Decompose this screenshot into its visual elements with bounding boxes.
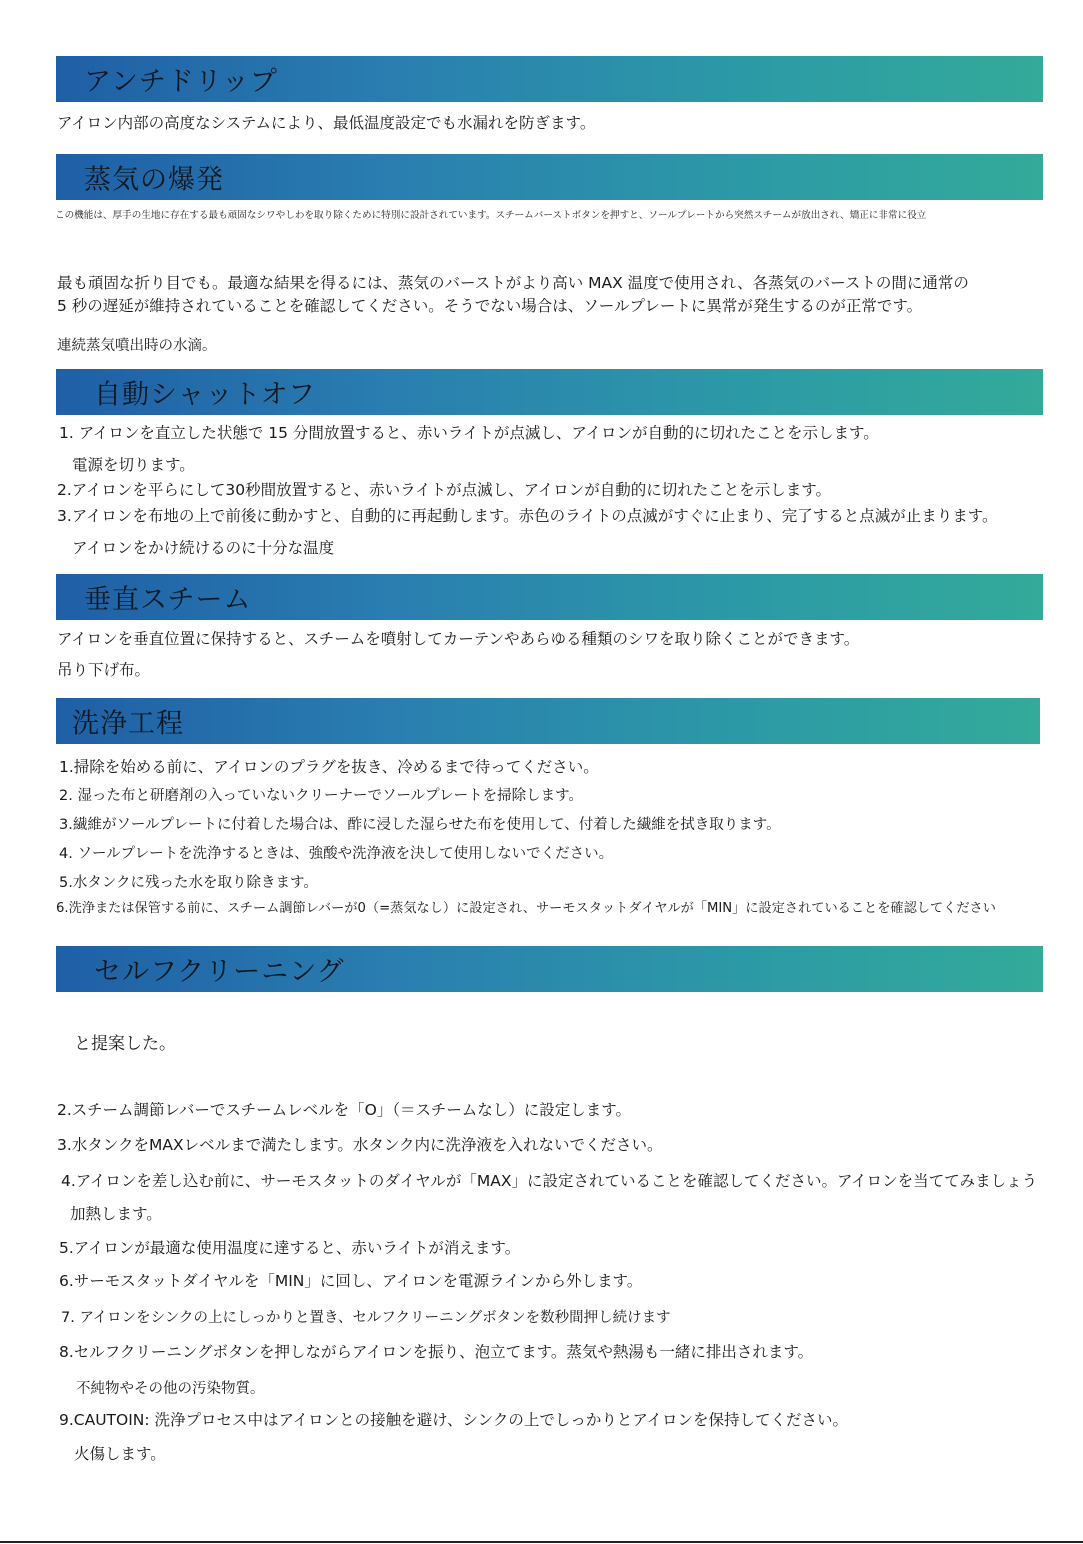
vertical-line-1: アイロンを垂直位置に保持すると、スチームを噴射してカーテンやあらゆる種類のシワを取り除くことができます。: [57, 630, 860, 648]
section-title: 洗浄工程: [72, 708, 184, 740]
section-header-burst: [56, 154, 1043, 200]
selfclean-item-4-cont: 加熱します。: [70, 1205, 162, 1223]
selfclean-item-6: 6.サーモスタットダイヤルを「MIN」に回し、アイロンを電源ラインから外します。: [59, 1272, 643, 1290]
section-title: 垂直スチーム: [84, 584, 252, 616]
cleaning-item: 6.洗浄または保管する前に、スチーム調節レバーが0（=蒸気なし）に設定され、サーモスタットダイヤルが「MIN」に設定されていることを確認してください: [56, 901, 996, 916]
selfclean-item-5: 5.アイロンが最適な使用温度に達すると、赤いライトが消えます。: [59, 1239, 521, 1257]
autooff-item-3: 3.アイロンを布地の上で前後に動かすと、自動的に再起動します。赤色のライトの点滅がすぐに止まり、完了すると点滅が止まります。: [57, 507, 998, 525]
section-title: アンチドリップ: [84, 66, 278, 98]
section-header-cleaning: [56, 698, 1040, 744]
selfclean-item-2: 2.スチーム調節レバーでスチームレベルを「O」（＝スチームなし）に設定します。: [57, 1101, 631, 1119]
burst-para-line1: 最も頑固な折り目でも。最適な結果を得るには、蒸気のバーストがより高い MAX 温度で使用され、各蒸気のバーストの間に通常の: [57, 274, 969, 292]
selfclean-item-8: 8.セルフクリーニングボタンを押しながらアイロンを振り、泡立てます。蒸気や熱湯も一緒に排出されます。: [59, 1343, 814, 1361]
section-header-antidrip: [56, 56, 1043, 102]
bottom-rule: [0, 1541, 1083, 1543]
cleaning-item: 4. ソールプレートを洗浄するときは、強酸や洗浄液を決して使用しないでください。: [59, 846, 614, 862]
vertical-line-2: 吊り下げ布。: [57, 661, 151, 679]
burst-small-text: この機能は、厚手の生地に存在する最も頑固なシワやしわを取り除くために特別に設計されています。スチームバーストボタンを押すと、ソールプレートから突然スチームが放出され、矯正に非常に役立: [55, 210, 927, 221]
section-title: 自動シャットオフ: [94, 379, 316, 411]
burst-note: 連続蒸気噴出時の水滴。: [57, 338, 217, 354]
autooff-item-3-cont: アイロンをかけ続けるのに十分な温度: [72, 539, 335, 557]
selfclean-item-3: 3.水タンクをMAXレベルまで満たします。水タンク内に洗浄液を入れないでください。: [57, 1136, 663, 1154]
autooff-item-2: 2.アイロンを平らにして30秒間放置すると、赤いライトが点滅し、アイロンが自動的に切れたことを示します。: [57, 481, 832, 499]
section-header-selfclean: [56, 946, 1043, 992]
selfclean-intro: と提案した。: [74, 1034, 176, 1054]
selfclean-item-9: 9.CAUTOIN: 洗浄プロセス中はアイロンとの接触を避け、シンクの上でしっかりとアイロンを保持してください。: [59, 1411, 848, 1429]
selfclean-item-9-cont: 火傷します。: [74, 1445, 166, 1463]
section-title: セルフクリーニング: [94, 956, 345, 988]
burst-para-line2: 5 秒の遅延が維持されていることを確認してください。そうでない場合は、ソールプレートに異常が発生するのが正常です。: [57, 297, 923, 315]
cleaning-item: 1.掃除を始める前に、アイロンのプラグを抜き、冷めるまで待ってください。: [59, 758, 599, 776]
autooff-item-1: 1. アイロンを直立した状態で 15 分間放置すると、赤いライトが点滅し、アイロンが自動的に切れたことを示します。: [59, 424, 879, 442]
selfclean-item-7: 7. アイロンをシンクの上にしっかりと置き、セルフクリーニングボタンを数秒間押し続けます: [61, 1310, 671, 1326]
cleaning-item: 5.水タンクに残った水を取り除きます。: [59, 875, 318, 891]
antidrip-text: アイロン内部の高度なシステムにより、最低温度設定でも水漏れを防ぎます。: [57, 114, 596, 132]
section-header-vertical: [56, 574, 1043, 620]
section-title: 蒸気の爆発: [84, 164, 224, 196]
selfclean-item-8-cont: 不純物やその他の汚染物質。: [76, 1381, 265, 1397]
cleaning-item: 2. 湿った布と研磨剤の入っていないクリーナーでソールプレートを掃除します。: [59, 788, 583, 804]
selfclean-item-4: 4.アイロンを差し込む前に、サーモスタットのダイヤルが「MAX」に設定されていることを確認してください。アイロンを当ててみましょう: [61, 1172, 1038, 1190]
autooff-item-1-cont: 電源を切ります。: [72, 456, 195, 474]
section-header-autooff: [56, 369, 1043, 415]
cleaning-item: 3.繊維がソールプレートに付着した場合は、酢に浸した湿らせた布を使用して、付着した繊維を拭き取ります。: [59, 817, 781, 833]
